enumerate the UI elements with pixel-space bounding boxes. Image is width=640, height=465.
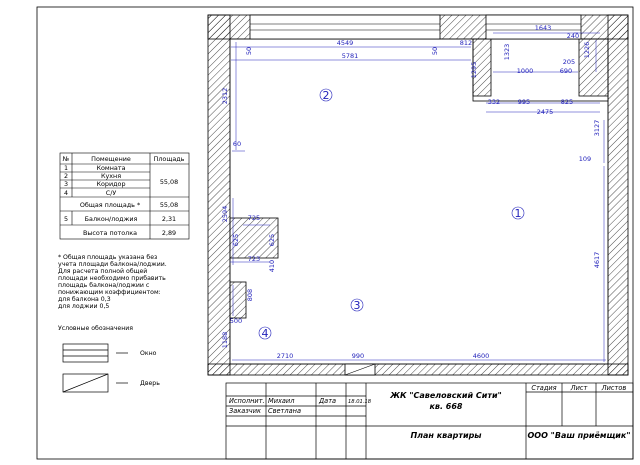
dim-left-625a: 625: [232, 233, 240, 247]
legend-window-label: Окно: [140, 350, 157, 357]
dim-right-109: 109: [578, 155, 592, 163]
note-line: Для расчета полной общей: [58, 268, 148, 275]
performer-label: Исполнит.: [229, 397, 265, 405]
dim-top-240: 240: [566, 32, 580, 40]
dim-left-500: 500: [229, 317, 243, 325]
note-line: понижающим коэффициентом:: [58, 289, 161, 296]
room-markers: [259, 89, 524, 340]
dim-top-205: 205: [562, 58, 576, 66]
project-apartment: кв. 668: [429, 402, 463, 411]
table-row-num: 2: [63, 172, 69, 180]
dim-top-1226: 1226: [583, 41, 591, 59]
dim-top-1295: 1295: [470, 61, 478, 79]
dim-top-50a: 50: [245, 46, 253, 56]
room-label-4: 4: [261, 327, 269, 340]
window-symbol: [63, 344, 108, 362]
table-total-label: Общая площадь *: [79, 201, 141, 209]
table-row-num: 1: [63, 164, 69, 172]
dim-left-723: 723: [247, 255, 261, 263]
sheet-label: Лист: [570, 384, 588, 392]
customer-name: Светлана: [268, 407, 301, 415]
table-row-num: 3: [63, 180, 69, 188]
dim-top-1643: 1643: [534, 24, 552, 32]
note-line: * Общая площадь указана без: [58, 254, 158, 261]
dim-top-1323: 1323: [503, 43, 511, 61]
title-block-text: [229, 384, 631, 440]
dim-right-4617: 4617: [593, 251, 601, 269]
dim-left-2312: 2312: [221, 87, 229, 105]
table-header-area: Площадь: [153, 155, 185, 163]
table-ceiling-name: Высота потолка: [82, 229, 138, 237]
drawing-name: План квартиры: [410, 431, 482, 440]
dim-bottom-4600: 4600: [472, 352, 490, 360]
table-balcony-num: 5: [63, 215, 69, 223]
dim-left-725: 725: [247, 214, 261, 222]
legend-door-label: Дверь: [140, 380, 160, 387]
table-row-name: Коридор: [96, 180, 126, 188]
dim-bottom-2710: 2710: [276, 352, 294, 360]
dim-top-332: 332: [487, 98, 501, 106]
dim-left-410: 410: [268, 259, 276, 273]
dim-top-1000: 1000: [516, 67, 534, 75]
dim-top-2475: 2475: [536, 108, 554, 116]
legend: [58, 324, 160, 392]
note-line: площади необходимо прибавить: [58, 275, 166, 282]
company-name: ООО "Ваш приёмщик": [527, 431, 631, 440]
dim-left-625b: 625: [268, 233, 276, 247]
date-label: Дата: [319, 397, 337, 405]
customer-label: Заказчик: [229, 407, 261, 415]
table-balcony-name: Балкон/лоджия: [84, 215, 138, 223]
table-row-name: Комната: [96, 164, 126, 172]
dim-top-825: 825: [560, 98, 574, 106]
dim-top-995: 995: [517, 98, 531, 106]
dim-top-4549: 4549: [336, 39, 354, 47]
room-label-3: 3: [353, 299, 361, 312]
table-ceiling-value: 2,89: [161, 229, 177, 237]
room-label-2: 2: [322, 89, 330, 102]
note-line: для лоджии 0,5: [58, 303, 110, 310]
sheets-label: Листов: [601, 384, 627, 392]
dim-bottom-990: 990: [351, 352, 365, 360]
table-group-area: 55,08: [159, 178, 179, 186]
dim-top-5781: 5781: [341, 52, 359, 60]
table-balcony-value: 2,31: [161, 215, 177, 223]
area-note: [58, 253, 167, 310]
table-row-name: С/У: [105, 189, 117, 197]
note-line: площадь балкона/лоджии с: [58, 282, 150, 289]
dim-left-808: 808: [246, 288, 254, 302]
note-line: учета площади балкона/лоджии.: [58, 261, 167, 268]
dim-top-50b: 50: [431, 46, 439, 56]
dim-left-60: 60: [232, 140, 242, 148]
date-value: 18.01.18: [348, 399, 372, 405]
table-row-num: 4: [63, 189, 69, 197]
legend-title: Условные обозначения: [58, 325, 134, 332]
dim-left-2594: 2594: [221, 205, 229, 223]
table-header-num: №: [62, 155, 70, 163]
room-label-1: 1: [514, 207, 522, 220]
stage-label: Стадия: [531, 384, 557, 392]
table-total-value: 55,08: [159, 201, 179, 209]
door-symbol: [63, 374, 108, 392]
dim-top-812: 812: [459, 39, 473, 47]
note-line: для балкона 0,3: [58, 296, 111, 303]
dim-right-3127: 3127: [593, 119, 601, 137]
table-header-room: Помещение: [91, 155, 131, 163]
dim-left-1188: 1188: [221, 331, 229, 349]
table-row-name: Кухня: [100, 172, 122, 180]
performer-name: Михаил: [268, 397, 295, 405]
project-name: ЖК "Савеловский Сити": [390, 391, 502, 400]
dim-top-690: 690: [559, 67, 573, 75]
